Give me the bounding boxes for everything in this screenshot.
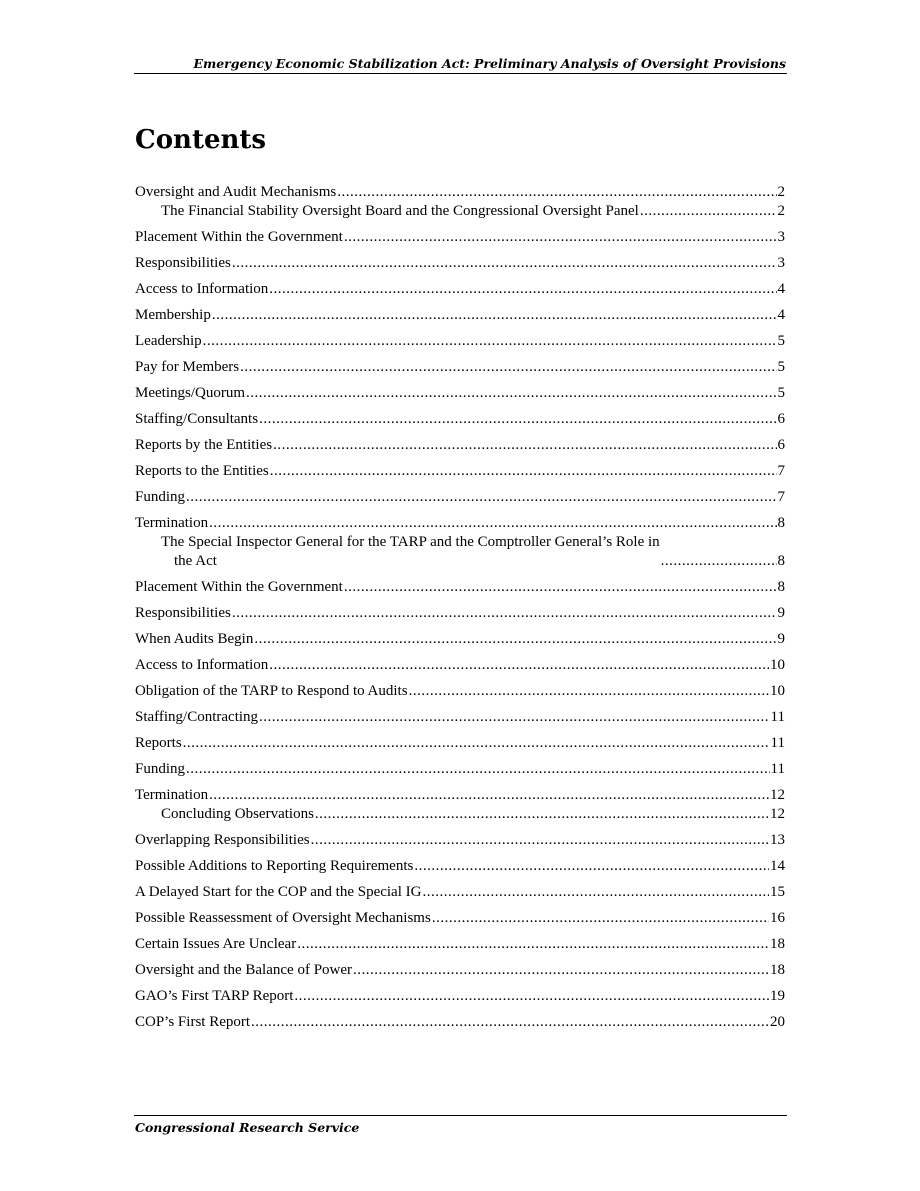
toc-entry-title: Termination	[135, 515, 209, 531]
toc-page-number: 19	[770, 988, 785, 1004]
toc-entry-link[interactable]	[135, 325, 785, 351]
toc-entry-title: Pay for Members	[135, 359, 240, 375]
toc-entry-title: Funding	[135, 489, 186, 505]
toc-page-number: 8	[777, 553, 785, 569]
toc-entry-title: The Financial Stability Oversight Board and the Congressional Oversight Panel	[161, 203, 639, 219]
toc-entry-title: Possible Reassessment of Oversight Mechanisms	[135, 910, 431, 926]
dot-leader	[337, 183, 776, 202]
dot-leader	[209, 514, 776, 533]
toc-entry-title: Placement Within the Government	[135, 229, 343, 245]
toc-page-number: 9	[777, 605, 785, 621]
toc-entry-link[interactable]	[135, 481, 785, 507]
dot-leader	[203, 332, 777, 351]
toc-page-number: 5	[777, 359, 785, 375]
dot-leader	[251, 1013, 769, 1032]
toc-entry-link[interactable]	[135, 299, 785, 325]
toc-item	[135, 701, 785, 727]
toc-item	[135, 902, 785, 928]
toc-page-number: 12	[770, 806, 785, 822]
toc-entry-title: Funding	[135, 761, 186, 777]
toc-item	[135, 299, 785, 325]
toc-entry-link[interactable]	[135, 753, 785, 779]
toc-entry-title: Access to Information	[135, 281, 269, 297]
toc-page-number: 5	[777, 385, 785, 401]
toc-page-number: 6	[777, 411, 785, 427]
toc-page-number: 10	[770, 683, 785, 699]
toc-page-number: 14	[770, 858, 785, 874]
toc-page-number: 11	[770, 761, 785, 777]
dot-leader	[315, 805, 769, 824]
toc-entry-title: Reports by the Entities	[135, 437, 273, 453]
toc-page-number: 18	[770, 936, 785, 952]
dot-leader	[661, 552, 777, 571]
toc-page-number: 2	[777, 184, 785, 200]
toc-entry-title: Termination	[135, 787, 209, 803]
toc-entry-link[interactable]	[135, 980, 785, 1006]
toc-item	[135, 377, 785, 403]
toc-page-number: 13	[770, 832, 785, 848]
dot-leader	[353, 961, 769, 980]
toc-entry-link[interactable]	[135, 455, 785, 481]
toc-entry-title: Placement Within the Government	[135, 579, 343, 595]
toc-item	[135, 351, 785, 377]
dot-leader	[254, 630, 776, 649]
toc-item	[135, 481, 785, 507]
toc-item	[135, 247, 785, 273]
dot-leader	[432, 909, 769, 928]
toc-page-number: 8	[777, 515, 785, 531]
toc-item	[135, 876, 785, 902]
toc-item	[135, 824, 785, 850]
toc-item	[135, 779, 785, 805]
toc-entry-title: Concluding Observations	[161, 806, 314, 822]
toc-entry-title: Staffing/Contracting	[135, 709, 259, 725]
footer-rule	[134, 1115, 787, 1116]
toc-entry-title: The Special Inspector General for the TARP and the Comptroller General’s Role in	[161, 534, 660, 550]
toc-page-number: 2	[777, 203, 785, 219]
toc-page-number: 4	[777, 281, 785, 297]
toc-item	[135, 649, 785, 675]
toc-item	[135, 325, 785, 351]
table-of-contents	[135, 176, 785, 1032]
toc-entry-title: Meetings/Quorum	[135, 385, 245, 401]
dot-leader	[246, 384, 777, 403]
toc-page-number: 12	[770, 787, 785, 803]
dot-leader	[269, 656, 769, 675]
toc-entry-link[interactable]	[135, 805, 785, 824]
toc-item	[135, 623, 785, 649]
toc-item	[135, 597, 785, 623]
toc-entry-title: Access to Information	[135, 657, 269, 673]
toc-entry-title: Leadership	[135, 333, 202, 349]
toc-entry-link[interactable]	[135, 403, 785, 429]
toc-entry-link[interactable]	[135, 221, 785, 247]
dot-leader	[269, 280, 776, 299]
toc-item	[135, 403, 785, 429]
toc-entry-title: Obligation of the TARP to Respond to Audits	[135, 683, 408, 699]
toc-entry-title: Membership	[135, 307, 211, 323]
toc-page-number: 10	[770, 657, 785, 673]
toc-entry-link[interactable]	[135, 429, 785, 455]
toc-item	[135, 221, 785, 247]
toc-item	[135, 753, 785, 779]
toc-item	[135, 1006, 785, 1032]
toc-entry-title: Reports	[135, 735, 182, 751]
toc-entry-link[interactable]	[135, 247, 785, 273]
toc-page-number: 3	[777, 229, 785, 245]
toc-entry-link[interactable]	[135, 202, 785, 221]
toc-entry-link[interactable]	[135, 649, 785, 675]
toc-item	[135, 176, 785, 202]
dot-leader	[259, 708, 770, 727]
toc-entry-title: When Audits Begin	[135, 631, 254, 647]
toc-item	[135, 980, 785, 1006]
dot-leader	[232, 254, 777, 273]
toc-entry-title: Oversight and Audit Mechanisms	[135, 184, 337, 200]
toc-page-number: 3	[777, 255, 785, 271]
toc-item	[135, 727, 785, 753]
toc-entry-link[interactable]	[135, 701, 785, 727]
toc-entry-link[interactable]	[135, 273, 785, 299]
dot-leader	[311, 831, 769, 850]
dot-leader	[209, 786, 769, 805]
dot-leader	[183, 734, 770, 753]
toc-entry-link[interactable]	[135, 876, 785, 902]
toc-page-number: 7	[777, 489, 785, 505]
toc-entry-title: A Delayed Start for the COP and the Special IG	[135, 884, 422, 900]
dot-leader	[294, 987, 769, 1006]
toc-entry-title: COP’s First Report	[135, 1014, 251, 1030]
page-title: Contents	[135, 125, 267, 155]
toc-page-number: 16	[770, 910, 785, 926]
toc-item	[135, 954, 785, 980]
dot-leader	[273, 436, 776, 455]
dot-leader	[232, 604, 777, 623]
toc-item	[135, 507, 785, 533]
toc-entry-link[interactable]	[135, 779, 785, 805]
dot-leader	[212, 306, 777, 325]
dot-leader	[186, 488, 776, 507]
running-header: Emergency Economic Stabilization Act: Preliminary Analysis of Oversight Provisions	[193, 56, 786, 71]
toc-item	[135, 429, 785, 455]
toc-item	[135, 928, 785, 954]
dot-leader	[297, 935, 769, 954]
toc-entry-title: Certain Issues Are Unclear	[135, 936, 297, 952]
toc-item	[135, 571, 785, 597]
toc-entry-link[interactable]	[135, 824, 785, 850]
toc-entry-title-continuation: the Act	[174, 553, 217, 569]
toc-entry-link[interactable]	[135, 571, 785, 597]
header-rule	[134, 73, 787, 74]
toc-item	[135, 675, 785, 701]
toc-entry-link[interactable]	[135, 507, 785, 533]
toc-entry-link[interactable]	[135, 850, 785, 876]
toc-page-number: 7	[777, 463, 785, 479]
toc-item	[135, 455, 785, 481]
toc-entry-link[interactable]	[135, 902, 785, 928]
dot-leader	[414, 857, 769, 876]
dot-leader	[186, 760, 770, 779]
running-footer: Congressional Research Service	[135, 1120, 360, 1135]
toc-page-number: 6	[777, 437, 785, 453]
dot-leader	[640, 202, 777, 221]
toc-page-number: 8	[777, 579, 785, 595]
dot-leader	[409, 682, 769, 701]
toc-page-number: 5	[777, 333, 785, 349]
toc-entry-link[interactable]	[135, 623, 785, 649]
toc-page-number: 11	[770, 709, 785, 725]
dot-leader	[422, 883, 769, 902]
toc-entry-title: Overlapping Responsibilities	[135, 832, 310, 848]
toc-entry-link[interactable]	[135, 928, 785, 954]
toc-item	[135, 202, 785, 221]
toc-entry-link[interactable]	[135, 1006, 785, 1032]
toc-entry-title: Oversight and the Balance of Power	[135, 962, 353, 978]
toc-entry-link[interactable]	[135, 727, 785, 753]
toc-entry-title: Staffing/Consultants	[135, 411, 259, 427]
toc-item	[135, 533, 785, 571]
toc-entry-title: Responsibilities	[135, 605, 231, 621]
toc-entry-title-wrap	[161, 533, 660, 571]
dot-leader	[259, 410, 776, 429]
toc-item	[135, 273, 785, 299]
toc-entry-link[interactable]	[135, 675, 785, 701]
dot-leader	[270, 462, 777, 481]
toc-page-number: 20	[770, 1014, 785, 1030]
toc-page-number: 4	[777, 307, 785, 323]
toc-entry-link[interactable]	[135, 377, 785, 403]
dot-leader	[344, 228, 777, 247]
toc-entry-link[interactable]	[135, 351, 785, 377]
toc-entry-title: Responsibilities	[135, 255, 231, 271]
toc-item	[135, 805, 785, 824]
toc-page-number: 11	[770, 735, 785, 751]
toc-entry-title: Possible Additions to Reporting Requirements	[135, 858, 414, 874]
dot-leader	[240, 358, 776, 377]
toc-page-number: 9	[777, 631, 785, 647]
dot-leader	[344, 578, 777, 597]
toc-entry-link[interactable]	[135, 954, 785, 980]
toc-page-number: 18	[770, 962, 785, 978]
toc-entry-link[interactable]	[135, 533, 785, 571]
toc-entry-link[interactable]	[135, 176, 785, 202]
toc-item	[135, 850, 785, 876]
toc-entry-link[interactable]	[135, 597, 785, 623]
toc-page-number: 15	[770, 884, 785, 900]
toc-entry-title: GAO’s First TARP Report	[135, 988, 294, 1004]
toc-entry-title: Reports to the Entities	[135, 463, 269, 479]
